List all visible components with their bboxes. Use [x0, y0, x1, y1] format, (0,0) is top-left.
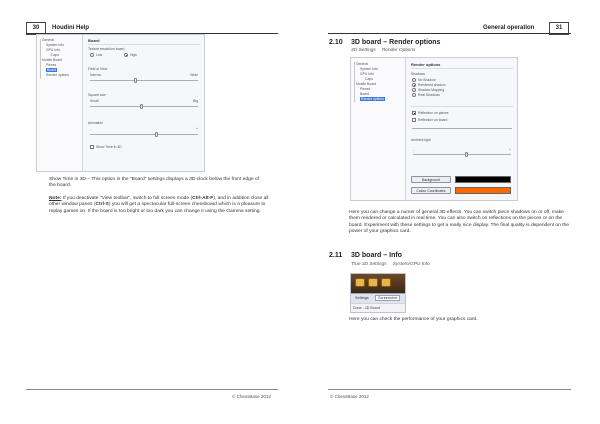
section-title-render-options [329, 39, 440, 46]
paragraph-info: Here you can check the performance of your graphics card. [349, 317, 478, 322]
square-size-slider[interactable] [90, 106, 198, 107]
fov-min-label: Narrow [90, 73, 101, 77]
section-number: 2.11 [329, 252, 343, 259]
background-color-swatch[interactable] [455, 176, 511, 183]
real-shadows-label: Real Shadows [418, 93, 440, 97]
reflection-slider[interactable] [412, 128, 512, 129]
screenshot-camera-icon[interactable] [381, 278, 391, 287]
tree-item-system-info[interactable]: System Info [46, 43, 64, 47]
fov-label: Field of View [88, 67, 108, 71]
ambient-min-label: - [413, 148, 415, 152]
panel-title: Render options [411, 62, 441, 67]
ambient-light-label: Ambient light [411, 138, 431, 142]
note-text-3: ) you will get a spectacular full-screen chessboard which is a pleasure to replay games on. If the board is too bright or too dark you can change it using the Gamma setting. [49, 202, 266, 214]
shadows-label: Shadows [411, 72, 425, 76]
tree-item-caps[interactable]: Caps [51, 53, 59, 57]
tree-item-general[interactable]: General [42, 38, 55, 42]
tree-item-caps[interactable]: Caps [365, 77, 373, 81]
crumb-item: 3D Settings [351, 48, 376, 53]
tree-item-pieces[interactable]: Pieces [360, 87, 371, 91]
footer-copyright: © ChessBase 2012 [232, 394, 271, 399]
texture-high-label: High [130, 53, 137, 57]
settings-gear-icon[interactable] [355, 278, 365, 287]
animation-slider-knob[interactable] [155, 132, 158, 137]
no-shadow-radio[interactable] [412, 78, 416, 82]
tree-item-general[interactable]: General [356, 62, 369, 66]
header-title: General operation [483, 25, 535, 31]
rendered-shadow-radio[interactable] [412, 83, 416, 87]
note-text-2: ), and in addition close all other window panes ( [49, 196, 269, 208]
note-text-1: If you deactivate "View toolbar", switch to full screen mode ( [61, 196, 193, 201]
board-panel [84, 35, 204, 171]
paragraph-note [49, 196, 269, 215]
footer-copyright: © ChessBase 2012 [330, 394, 369, 399]
shadow-mapping-label: Shadow Mapping [418, 88, 445, 92]
tree-item-pieces[interactable]: Pieces [46, 63, 57, 67]
header-rule [328, 33, 571, 34]
crumb-item: True 3D Settings [351, 262, 387, 267]
section-title-info [329, 252, 402, 259]
tab-screenshot[interactable]: Screenshot [375, 295, 400, 301]
tree-item-mobile-board[interactable]: Mobile Board [42, 58, 62, 62]
toolbar-strip [351, 274, 405, 293]
page-number: 31 [549, 22, 569, 35]
real-shadows-radio[interactable] [412, 93, 416, 97]
header-title: Houdini Help [52, 25, 89, 31]
tree-item-mobile-board[interactable]: Mobile Board [356, 82, 376, 86]
square-min-label: Small [90, 99, 99, 103]
crumb-item: Render Options [381, 48, 416, 53]
tree-item-board[interactable]: Board [47, 68, 57, 72]
coordinates-color-swatch[interactable] [455, 187, 511, 194]
colour-coordinates-button[interactable]: Colour Coordinates [411, 187, 451, 194]
note-label: Note: [49, 196, 62, 201]
ambient-light-slider-knob[interactable] [465, 152, 468, 157]
ambient-light-slider[interactable] [413, 154, 511, 155]
reflection-pieces-label: Reflection on pieces [418, 111, 449, 115]
board-settings-screenshot [36, 34, 205, 172]
rendered-shadow-label: Rendered shadow [418, 83, 446, 87]
fov-slider[interactable] [90, 80, 198, 81]
shadow-mapping-radio[interactable] [412, 88, 416, 92]
right-page [300, 0, 600, 424]
panel-title: Board [88, 38, 100, 43]
animation-label: Animation [88, 121, 104, 125]
fov-slider-knob[interactable] [134, 78, 137, 83]
paragraph-show-time: Show Time in 3D – This option in the "Board" settings displays a 3D clock below the front edge of the board. [49, 177, 259, 189]
tree-item-board[interactable]: Board [360, 92, 370, 96]
render-panel [407, 58, 517, 200]
tree-item-render-options[interactable]: Render options [46, 73, 69, 77]
footer-rule [26, 389, 278, 390]
tree-item-gpu-info[interactable]: GPU Info [46, 48, 60, 52]
paragraph-render-options: Here you can change a numer of general 3D effects. You can switch piece shadows on or off, make them rendered or calculated in real time. You can also switch on reflections on the pieces or on the board. Experiment with these settings to get a really nice display. The final quality is dependent on the power of your graphics card. [349, 210, 570, 234]
animation-min-label: - [90, 127, 92, 131]
fov-max-label: Wide [190, 73, 198, 77]
breadcrumb-render [351, 48, 415, 53]
reflection-pieces-checkbox[interactable] [412, 111, 416, 115]
show-time-checkbox[interactable] [90, 145, 94, 149]
ambient-max-label: + [509, 148, 511, 152]
note-key-fullscreen: Ctrl-Alt-F [192, 196, 214, 201]
background-button[interactable]: Background [411, 176, 451, 183]
tree-item-gpu-info[interactable]: GPU Info [360, 72, 374, 76]
tree-item-render-options[interactable]: Render options [361, 97, 384, 101]
section-number: 2.10 [329, 39, 343, 46]
crumb-item: System/GPU Info [392, 262, 430, 267]
page-number: 30 [26, 22, 46, 35]
tree-item-system-info[interactable]: System Info [360, 67, 378, 71]
breadcrumb-info [351, 262, 430, 267]
toolbar-tabs [351, 293, 405, 303]
texture-low-radio[interactable] [90, 53, 94, 57]
section-heading: 3D board – Render options [351, 39, 441, 46]
texture-label: Texture resolution board [88, 47, 125, 51]
square-max-label: Big [193, 99, 198, 103]
reflection-board-label: Reflection on board [418, 118, 448, 122]
note-key-close-panes: Ctrl-S [95, 202, 109, 208]
settings-tree [37, 35, 83, 171]
info-icon[interactable] [368, 278, 378, 287]
info-toolbar-screenshot [350, 273, 406, 313]
square-size-label: Square size [88, 93, 106, 97]
status-bar: Done - 3D Board [351, 303, 405, 312]
texture-low-label: Low [96, 53, 103, 57]
animation-max-label: + [196, 127, 198, 131]
reflection-board-checkbox[interactable] [412, 118, 416, 122]
no-shadow-label: No Shadow [418, 78, 436, 82]
show-time-label: Show Time in 3D [96, 145, 122, 149]
animation-slider[interactable] [90, 134, 198, 135]
section-heading: 3D board – Info [351, 252, 402, 259]
tab-settings[interactable]: Settings [355, 296, 369, 300]
render-options-screenshot [350, 57, 518, 201]
settings-tree [351, 58, 406, 200]
footer-rule [328, 389, 571, 390]
square-size-slider-knob[interactable] [140, 104, 143, 109]
texture-high-radio[interactable] [124, 53, 128, 57]
